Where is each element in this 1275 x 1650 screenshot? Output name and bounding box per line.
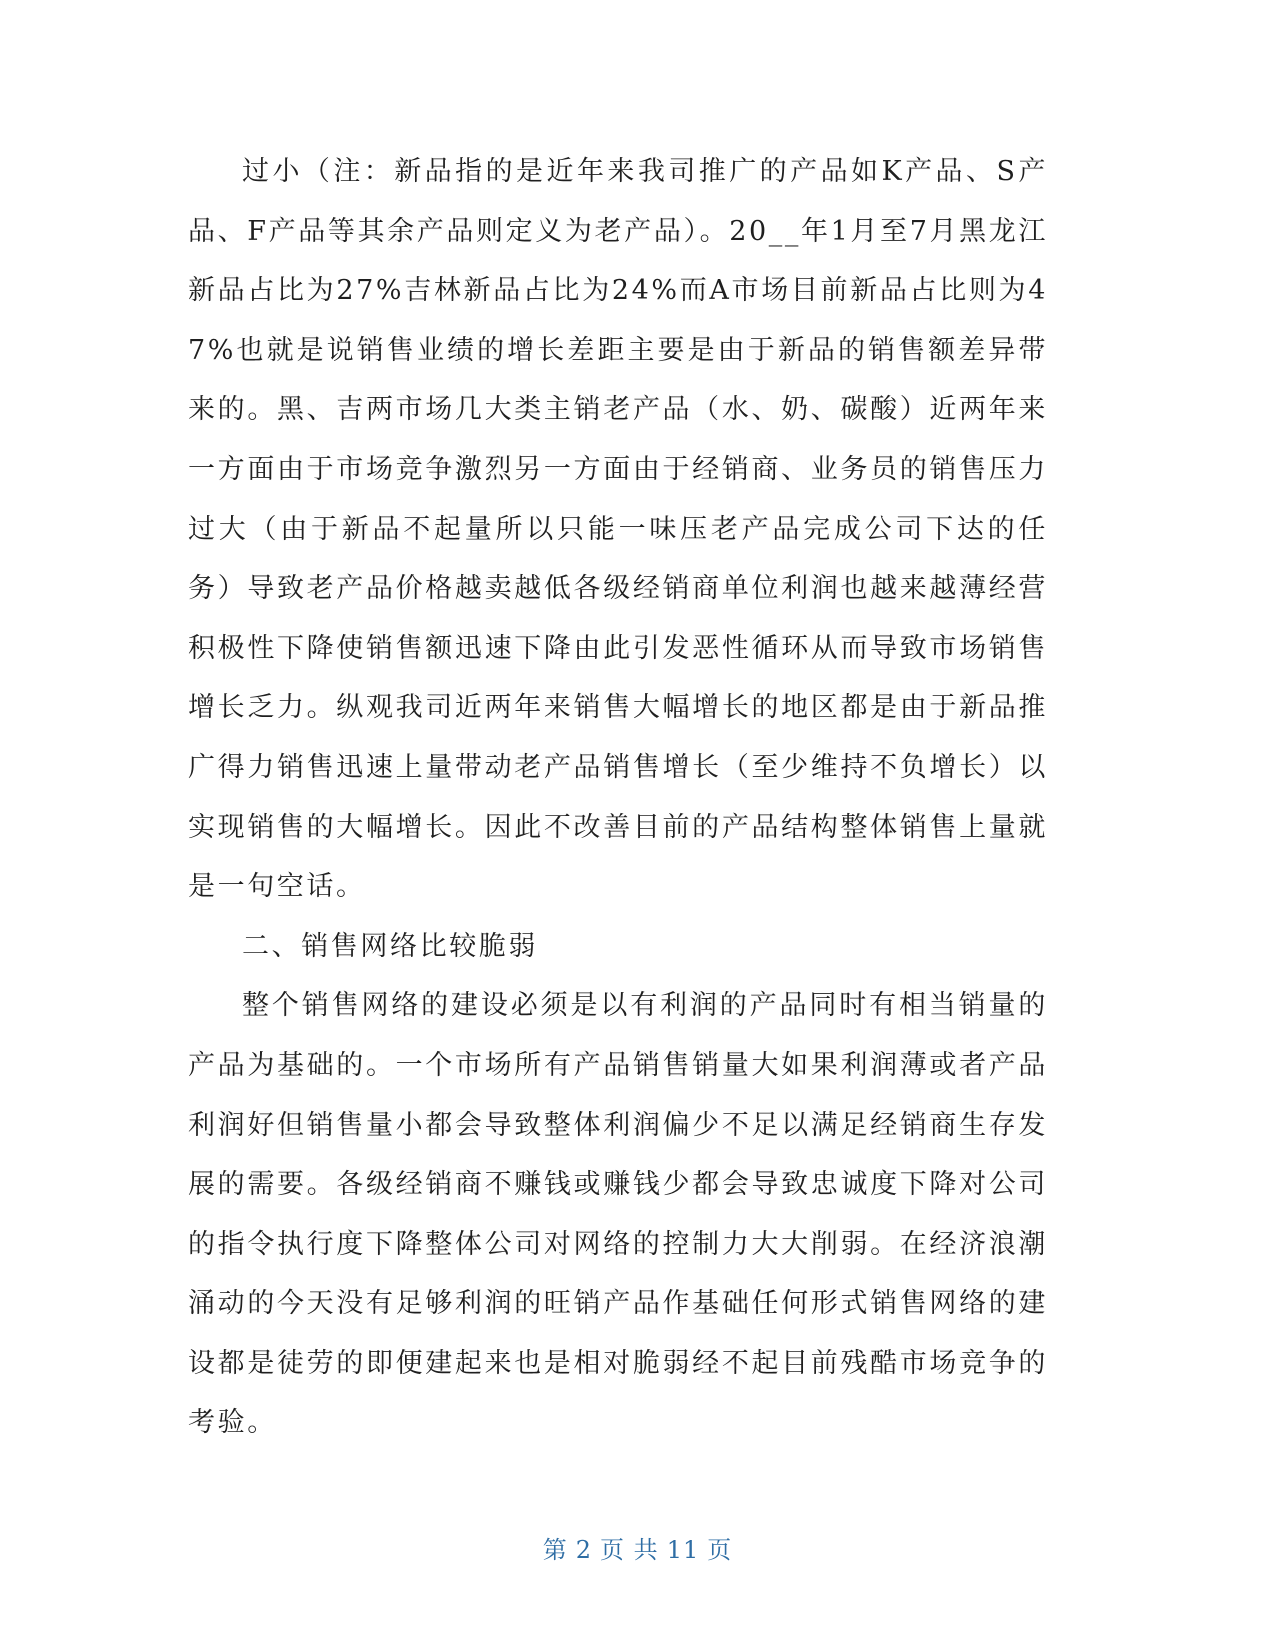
paragraph-product-structure: 过小（注：新品指的是近年来我司推广的产品如K产品、S产品、F产品等其余产品则定义为老产品）。20__年1月至7月黑龙江新品占比为27%吉林新品占比为24%而A市场目前新品占比则为47%也就是说销售业绩的增长差距主要是由于新品的销售额差异带来的。黑、吉两市场几大类主销老产品（水、奶、碳酸）近两年来一方面由于市场竞争激烈另一方面由于经销商、业务员的销售压力过大（由于新品不起量所以只能一味压老产品完成公司下达的任务）导致老产品价格越卖越低各级经销商单位利润也越来越薄经营积极性下降使销售额迅速下降由此引发恶性循环从而导致市场销售增长乏力。纵观我司近两年来销售大幅增长的地区都是由于新品推广得力销售迅速上量带动老产品销售增长（至少维持不负增长）以实现销售的大幅增长。因此不改善目前的产品结构整体销售上量就是一句空话。 [188, 156, 1048, 903]
document-body [188, 142, 1048, 1453]
footer-current-page: 2 [575, 1536, 593, 1564]
paragraph-sales-network: 整个销售网络的建设必须是以有利润的产品同时有相当销量的产品为基础的。一个市场所有产品销售销量大如果利润薄或者产品利润好但销售量小都会导致整体利润偏少不足以满足经销商生存发展的需要。各级经销商不赚钱或赚钱少都会导致忠诚度下降对公司的指令执行度下降整体公司对网络的控制力大大削弱。在经济浪潮涌动的今天没有足够利润的旺销产品作基础任何形式销售网络的建设都是徒劳的即便建起来也是相对脆弱经不起目前残酷市场竞争的考验。 [188, 990, 1048, 1439]
footer-prefix: 第 [542, 1536, 568, 1564]
section-heading-sales-network: 二、销售网络比较脆弱 [242, 930, 538, 962]
footer-middle: 页 共 [600, 1536, 659, 1564]
footer-total-pages: 11 [666, 1536, 700, 1564]
footer-suffix: 页 [707, 1536, 733, 1564]
page-footer [0, 1530, 1275, 1565]
